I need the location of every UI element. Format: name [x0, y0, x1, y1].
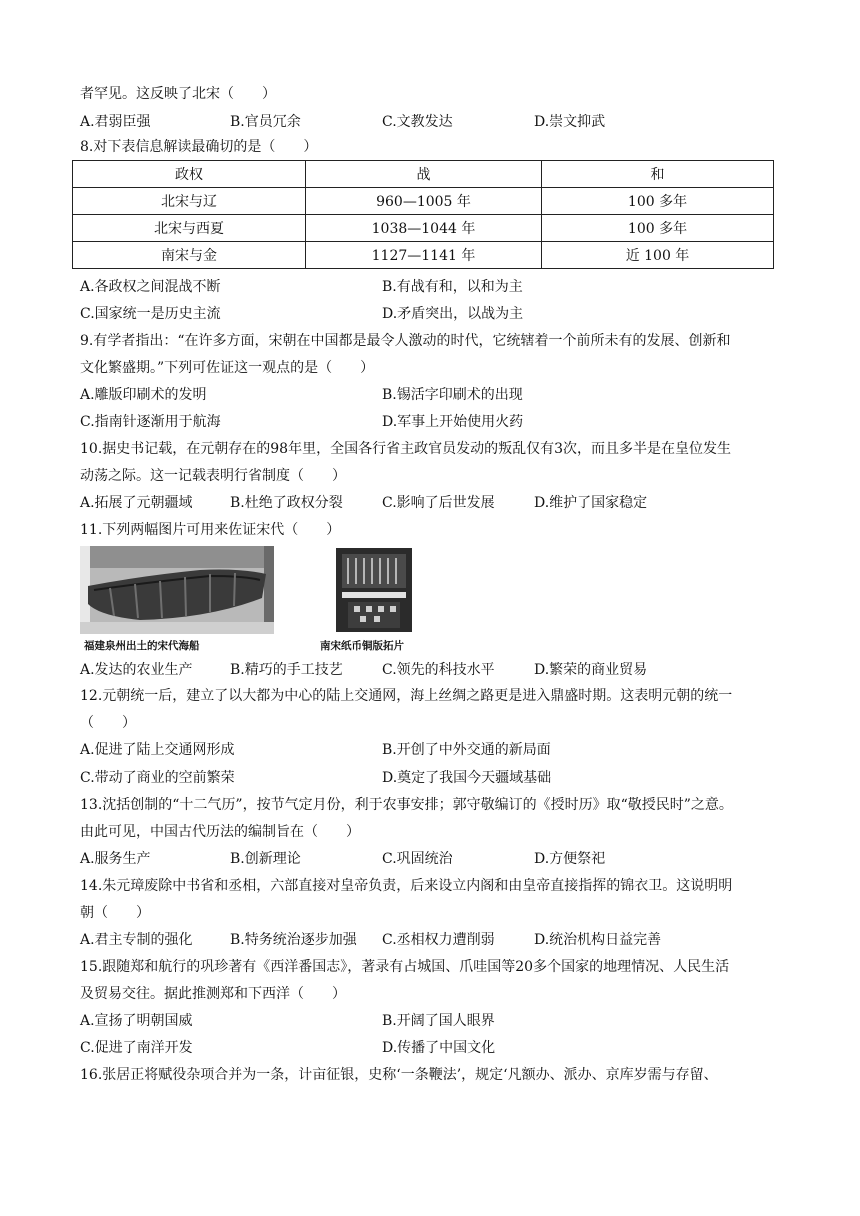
q14-stem: 14.朱元璋废除中书省和丞相，六部直接对皇帝负责，后来设立内阁和由皇帝直接指挥的锦衣卫。这说明明 — [80, 878, 733, 894]
q9-stem: 9.有学者指出：“在许多方面，宋朝在中国都是最令人激动的时代，它统辖着一个前所未有的发展、创新和 — [80, 333, 731, 349]
table-header: 和 — [542, 161, 774, 188]
q7-stem-tail: 者罕见。这反映了北宋（ ） — [80, 86, 276, 102]
q12-option-a[interactable]: A.促进了陆上交通网形成 — [80, 742, 235, 758]
q13-stem: 13.沈括创制的“十二气历”，按节气定月份，利于农事安排；郭守敬编订的《授时历》取“敬授民时”之意。 — [80, 797, 733, 813]
q15-option-b[interactable]: B.开阔了国人眼界 — [382, 1013, 495, 1029]
q10-stem: 10.据史书记载，在元朝存在的98年里，全国各行省主政官员发动的叛乱仅有3次，而且多半是在皇位发生 — [80, 441, 731, 457]
table-header: 战 — [306, 161, 542, 188]
table-row — [73, 215, 774, 242]
q7-option-a[interactable]: A.君弱臣强 — [80, 114, 151, 130]
paper-money-plate-rubbing — [334, 546, 414, 634]
q12-option-c[interactable]: C.带动了商业的空前繁荣 — [80, 770, 235, 786]
q7-option-c[interactable]: C.文教发达 — [382, 114, 453, 130]
q16-stem: 16.张居正将赋役杂项合并为一条，计亩征银，史称‘一条鞭法’，规定‘凡额办、派办、京库岁需与存留、 — [80, 1067, 718, 1083]
q12-option-d[interactable]: D.奠定了我国今天疆域基础 — [382, 770, 552, 786]
table-row — [73, 188, 774, 215]
q13-option-c[interactable]: C.巩固统治 — [382, 851, 453, 867]
money-plate-caption: 南宋纸币铜版拓片 — [320, 640, 404, 652]
table-header: 政权 — [73, 161, 306, 188]
q13-option-b[interactable]: B.创新理论 — [230, 851, 301, 867]
table-header-row — [73, 161, 774, 188]
q14-option-b[interactable]: B.特务统治逐步加强 — [230, 932, 357, 948]
q8-option-a[interactable]: A.各政权之间混战不断 — [80, 279, 221, 295]
q12-stem: （ ） — [80, 715, 136, 731]
q14-stem: 朝（ ） — [80, 905, 150, 921]
table-cell: 北宋与辽 — [73, 188, 306, 215]
table-cell: 1038—1044 年 — [306, 215, 542, 242]
q7-option-d[interactable]: D.崇文抑武 — [534, 114, 606, 130]
song-ship-photo — [80, 546, 274, 634]
table-cell: 100 多年 — [542, 215, 774, 242]
q9-option-a[interactable]: A.雕版印刷术的发明 — [80, 387, 207, 403]
table-cell: 近 100 年 — [542, 242, 774, 269]
q9-stem: 文化繁盛期。”下列可佐证这一观点的是（ ） — [80, 360, 375, 376]
table-row — [73, 242, 774, 269]
q8-stem: 8.对下表信息解读最确切的是（ ） — [80, 139, 318, 155]
q11-option-a[interactable]: A.发达的农业生产 — [80, 662, 193, 678]
q9-option-c[interactable]: C.指南针逐渐用于航海 — [80, 414, 221, 430]
table-cell: 960—1005 年 — [306, 188, 542, 215]
table-cell: 南宋与金 — [73, 242, 306, 269]
q13-stem: 由此可见，中国古代历法的编制旨在（ ） — [80, 824, 360, 840]
q10-option-c[interactable]: C.影响了后世发展 — [382, 495, 495, 511]
q12-stem: 12.元朝统一后，建立了以大都为中心的陆上交通网，海上丝绸之路更是进入鼎盛时期。这表明元朝的统一 — [80, 688, 733, 704]
q9-option-d[interactable]: D.军事上开始使用火药 — [382, 414, 524, 430]
q14-option-c[interactable]: C.丞相权力遭削弱 — [382, 932, 495, 948]
q8-option-b[interactable]: B.有战有和，以和为主 — [382, 279, 523, 295]
war-peace-table — [72, 160, 774, 269]
q11-option-b[interactable]: B.精巧的手工技艺 — [230, 662, 343, 678]
q14-option-d[interactable]: D.统治机构日益完善 — [534, 932, 662, 948]
q10-stem: 动荡之际。这一记载表明行省制度（ ） — [80, 468, 346, 484]
q13-option-a[interactable]: A.服务生产 — [80, 851, 151, 867]
q14-option-a[interactable]: A.君主专制的强化 — [80, 932, 193, 948]
table-cell: 100 多年 — [542, 188, 774, 215]
q15-option-d[interactable]: D.传播了中国文化 — [382, 1040, 496, 1056]
q10-option-b[interactable]: B.杜绝了政权分裂 — [230, 495, 343, 511]
q10-option-d[interactable]: D.维护了国家稳定 — [534, 495, 648, 511]
q11-option-d[interactable]: D.繁荣的商业贸易 — [534, 662, 648, 678]
q15-option-a[interactable]: A.宣扬了明朝国威 — [80, 1013, 193, 1029]
ship-photo-caption: 福建泉州出土的宋代海船 — [84, 640, 200, 652]
table-cell: 北宋与西夏 — [73, 215, 306, 242]
q9-option-b[interactable]: B.锡活字印刷术的出现 — [382, 387, 523, 403]
q8-option-d[interactable]: D.矛盾突出，以战为主 — [382, 306, 524, 322]
q11-stem: 11.下列两幅图片可用来佐证宋代（ ） — [80, 522, 341, 538]
q10-option-a[interactable]: A.拓展了元朝疆域 — [80, 495, 193, 511]
table-cell: 1127—1141 年 — [306, 242, 542, 269]
q13-option-d[interactable]: D.方便祭祀 — [534, 851, 606, 867]
q15-option-c[interactable]: C.促进了南洋开发 — [80, 1040, 193, 1056]
q12-option-b[interactable]: B.开创了中外交通的新局面 — [382, 742, 551, 758]
q15-stem: 及贸易交往。据此推测郑和下西洋（ ） — [80, 986, 346, 1002]
q15-stem: 15.跟随郑和航行的巩珍著有《西洋番国志》，著录有占城国、爪哇国等20多个国家的地理情况、人民生活 — [80, 959, 730, 975]
q8-option-c[interactable]: C.国家统一是历史主流 — [80, 306, 221, 322]
q7-option-b[interactable]: B.官员冗余 — [230, 114, 301, 130]
q11-option-c[interactable]: C.领先的科技水平 — [382, 662, 495, 678]
